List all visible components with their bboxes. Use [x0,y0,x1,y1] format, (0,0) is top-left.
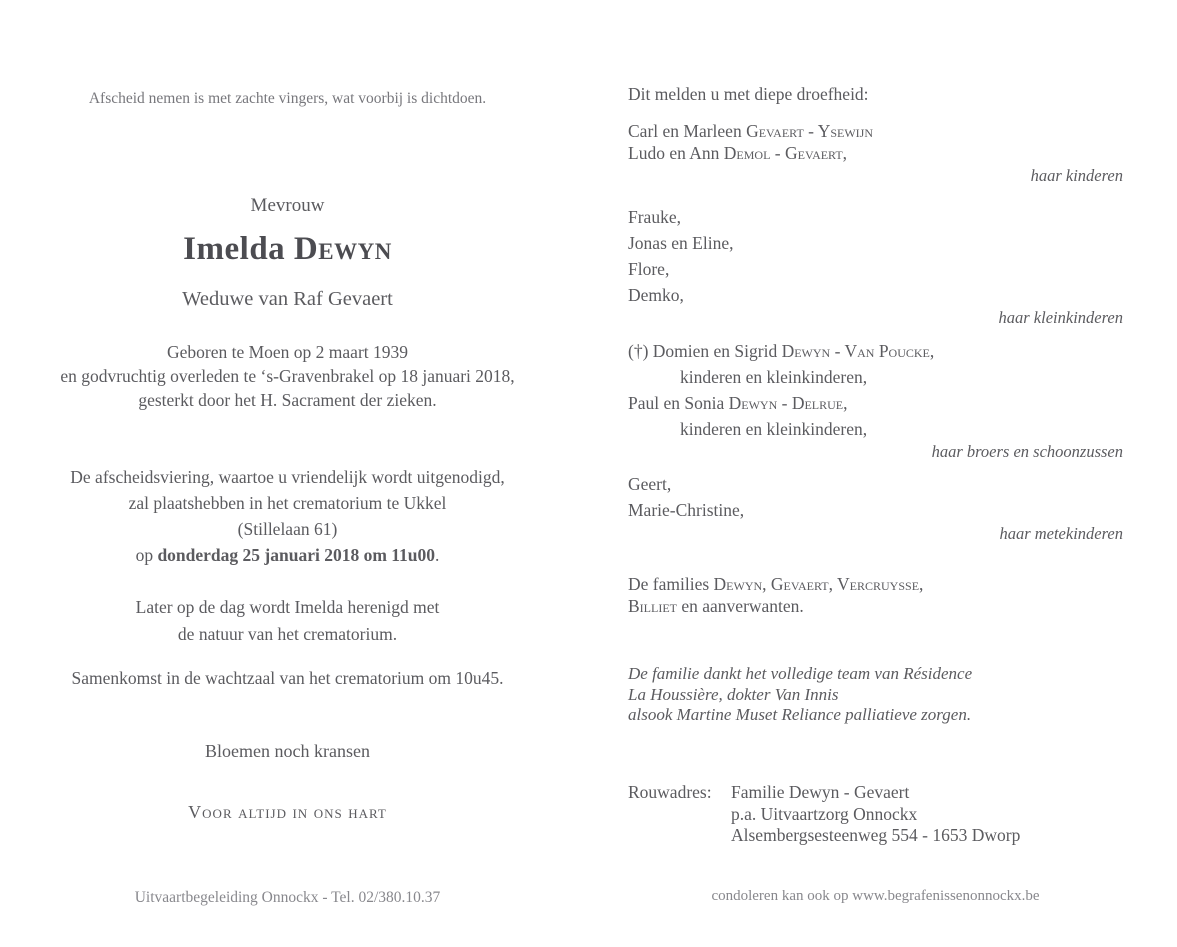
ceremony-date-line: op donderdag 25 januari 2018 om 11u00. [135,545,440,565]
ceremony-line: De afscheidsviering, waartoe u vriendelijk wordt uitgenodigd, [70,467,505,487]
sibling-descendants-line: kinderen en kleinkinderen, [680,367,868,387]
godchild-line: Geert, [628,474,672,494]
condolence-website-footer: condoleren kan ook op www.begrafenissenonnockx.be [711,888,1040,904]
mourning-address-line: Familie Dewyn - Gevaert [731,782,910,802]
children-role-label: haar kinderen [1030,166,1123,185]
ceremony-line: (Stillelaan 61) [237,519,338,539]
reunion-line: de natuur van het crematorium. [177,624,398,644]
mourning-address-line: Alsembergsesteenweg 554 - 1653 Dworp [731,825,1021,845]
child-line: Ludo en Ann Demol - Gevaert, [628,142,848,163]
sibling-line: (†) Domien en Sigrid Dewyn - Van Poucke, [628,341,935,361]
mourning-address-label: Rouwadres: [628,782,712,802]
families-line: Billiet en aanverwanten. [628,595,804,616]
birth-line: Geboren te Moen op 2 maart 1939 [166,342,409,362]
reunion-notice [25,594,550,648]
motto: Voor altijd in ons hart [188,802,387,822]
death-line: en godvruchtig overleden te ‘s-Gravenbrakel op 18 januari 2018, [60,366,515,386]
siblings-role-label: haar broers en schoonzussen [931,442,1123,461]
grandchildren-role-label: haar kleinkinderen [998,308,1123,327]
widow-subtitle: Weduwe van Raf Gevaert [182,288,393,310]
salutation: Mevrouw [250,195,325,216]
gathering-notice: Samenkomst in de wachtzaal van het crematorium om 10u45. [71,668,504,688]
ceremony-line: zal plaatshebben in het crematorium te Ukkel [128,493,447,513]
flowers-notice: Bloemen noch kransen [205,741,370,761]
siblings-list [628,338,1123,442]
sibling-descendants-line: kinderen en kleinkinderen, [680,419,868,439]
grandchild-line: Jonas en Eline, [628,233,734,253]
grandchild-line: Flore, [628,259,670,279]
children-list [628,121,1123,164]
grandchildren-list [628,204,1123,308]
families-note [628,574,1123,617]
epigraph-quote: Afscheid nemen is met zachte vingers, wat voorbij is dichtdoen. [88,90,487,107]
sacrament-line: gesterkt door het H. Sacrament der zieken. [138,390,437,410]
godchildren-role-label: haar metekinderen [999,524,1123,543]
child-line: Carl en Marleen Gevaert - Ysewijn [628,121,874,141]
announcement-intro: Dit melden u met diepe droefheid: [628,84,869,104]
funeral-home-footer: Uitvaartbegeleiding Onnockx - Tel. 02/380.10.37 [134,889,441,906]
thanks-line: La Houssière, dokter Van Innis [628,684,839,704]
mourning-address-lines [731,782,1020,847]
thanks-line: alsook Martine Muset Reliance palliatieve zorgen. [628,705,972,724]
godchildren-list [628,471,1123,523]
ceremony-notice [25,464,550,568]
thanks-line: De familie dankt het volledige team van Résidence [628,664,973,683]
families-line: De families Dewyn, Gevaert, Vercruysse, [628,574,924,594]
godchild-line: Marie-Christine, [628,500,745,520]
grandchild-line: Demko, [628,285,684,305]
mourning-address [628,782,1123,847]
birth-death-notice [25,340,550,412]
grandchild-line: Frauke, [628,207,681,227]
deceased-name: Imelda Dewyn [183,231,392,267]
thanks-note [628,664,1123,726]
sibling-line: Paul en Sonia Dewyn - Delrue, [628,393,848,413]
mourning-address-line: p.a. Uitvaartzorg Onnockx [731,803,918,824]
reunion-line: Later op de dag wordt Imelda herenigd met [135,597,440,617]
